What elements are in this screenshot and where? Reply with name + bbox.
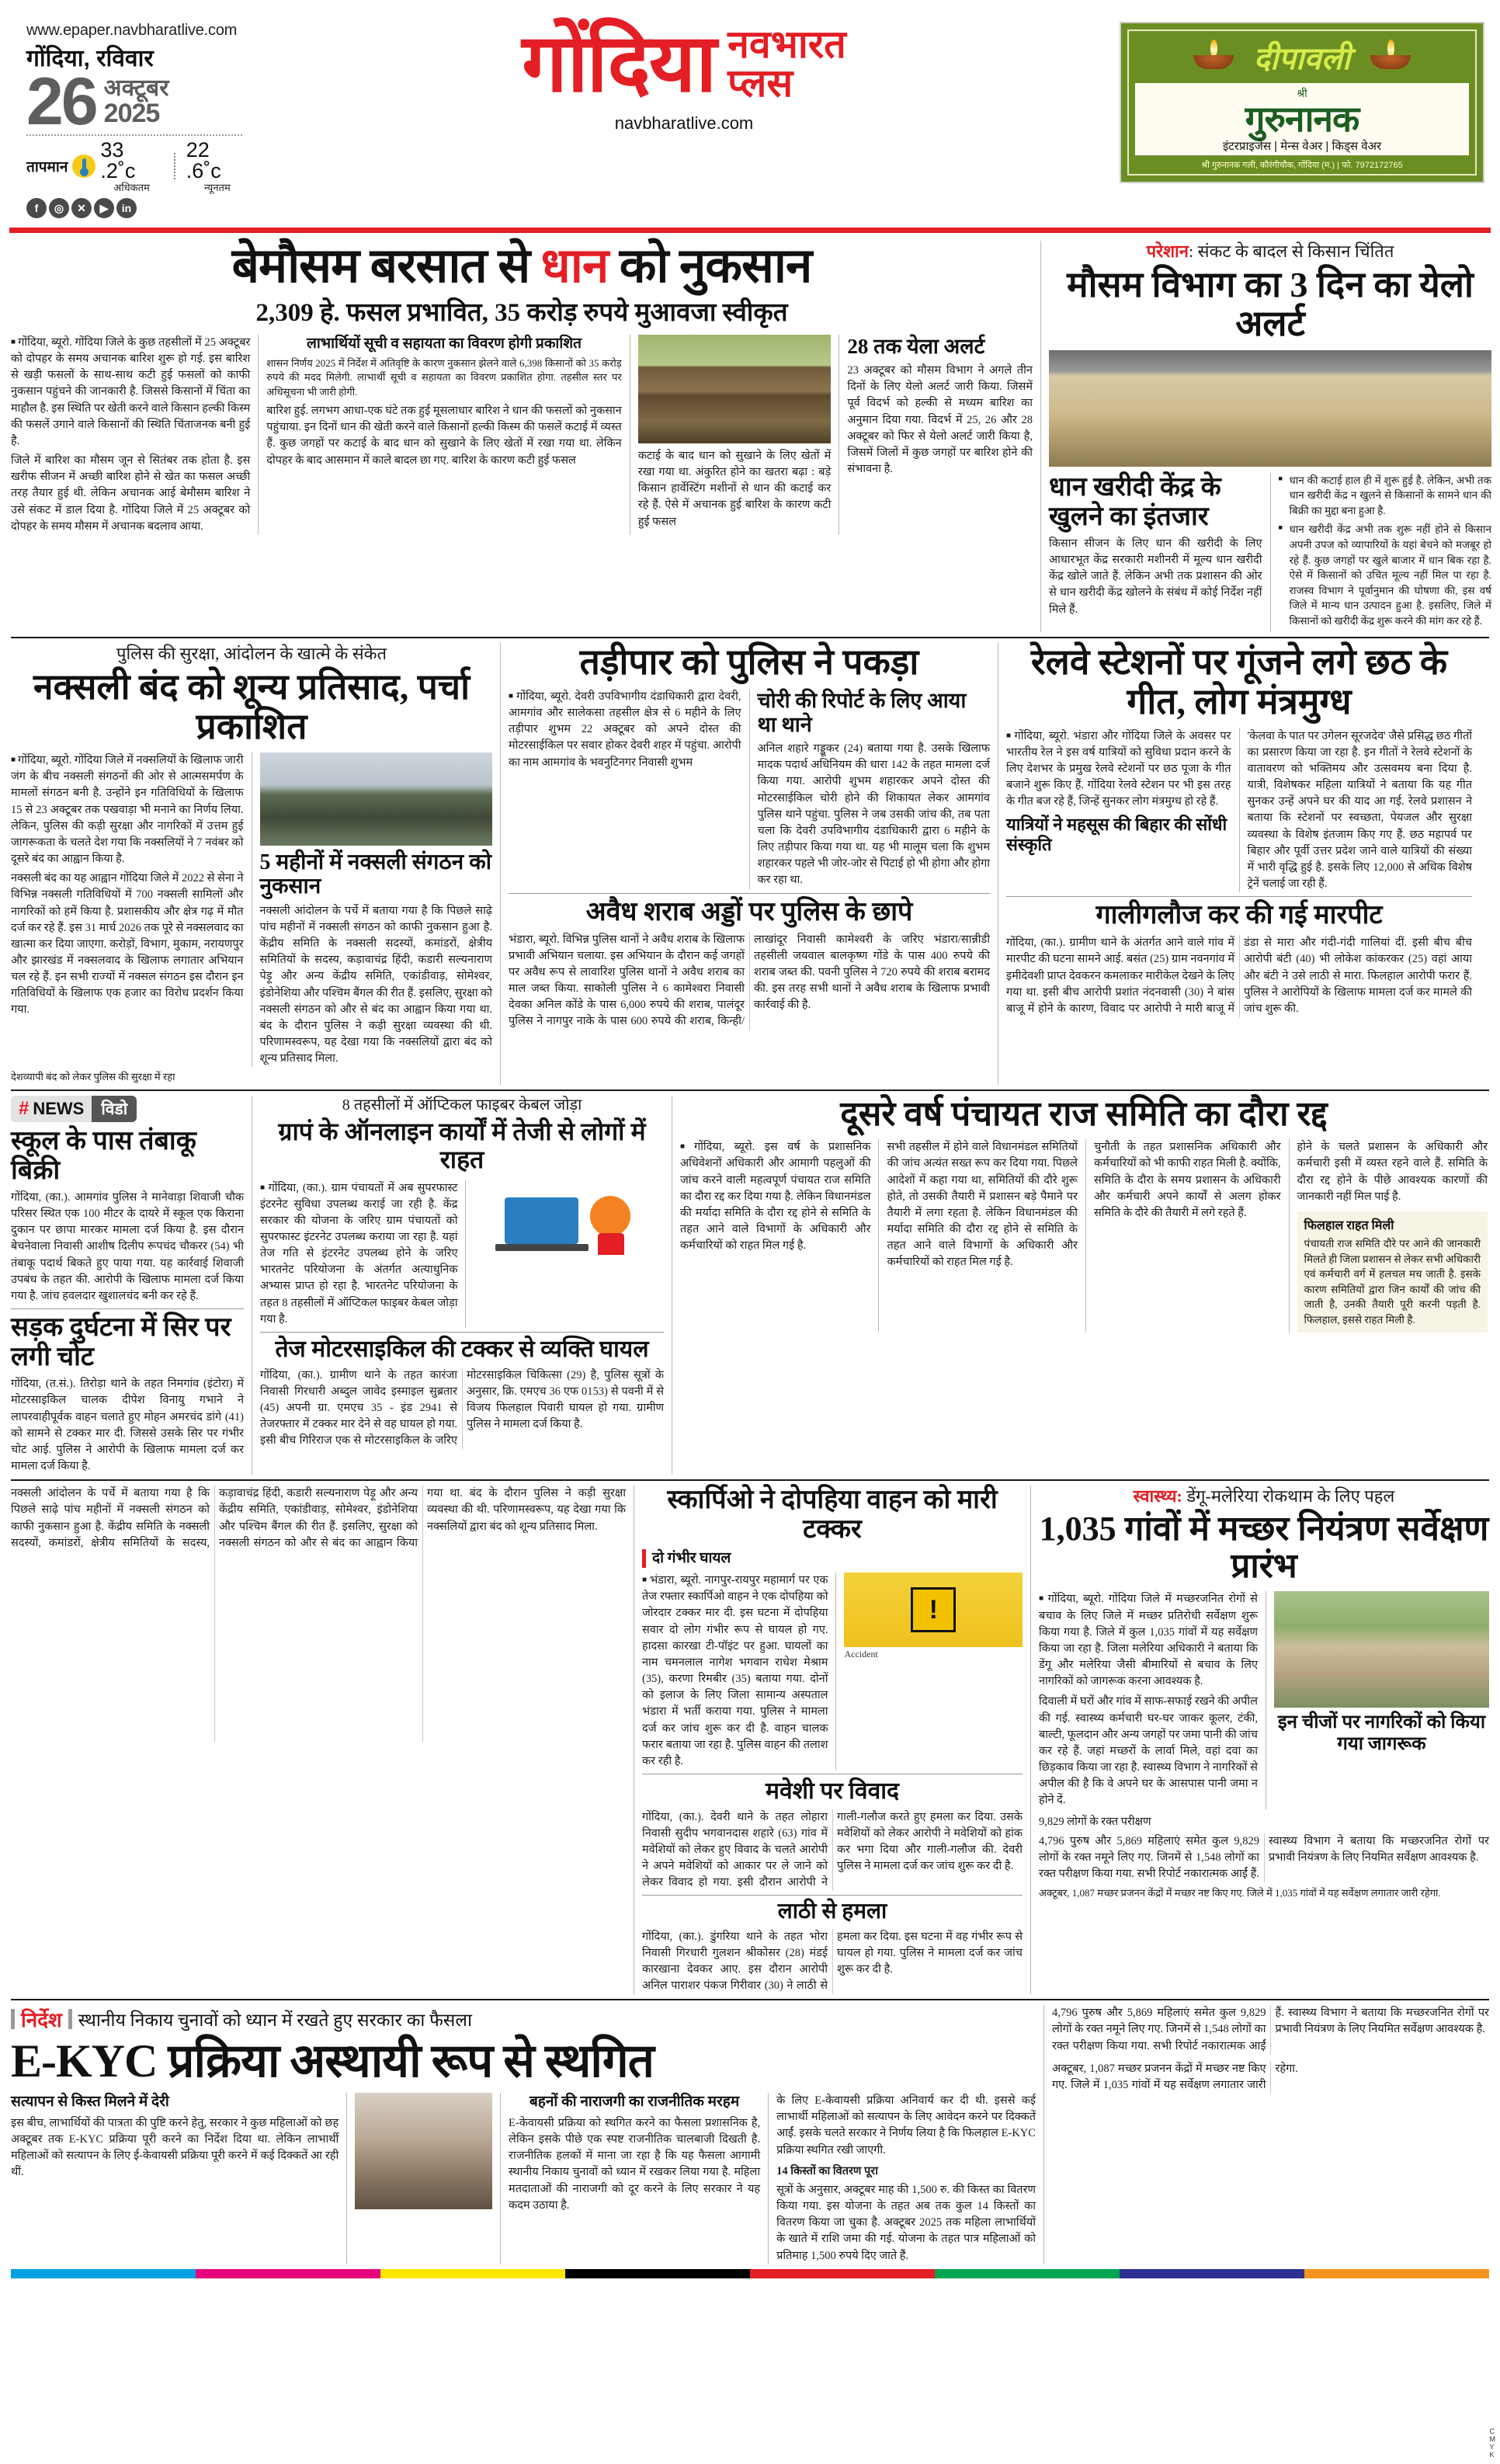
divider	[642, 1895, 1023, 1896]
naxal-body-2: नक्सली बंद का यह आह्वान गोंदिया जिले में 2022 से सेना ने विभिन्न नक्सली गतिविधियों में 700 नक्सली सामिलों और नागरिकों को हमें किया है. प्रशासकीय और क्षेत्र गढ़ में मौत दर्ज कर रहे हैं. इस 31 मार्च 2026 तक पूरे से नक्सलवाद का खात्मा कर दिया जाएगा. करोड़ों, विभाग, मुकाम, नरायणपुर और झारखंड में नक्सलवाद के खिलाफ लगातार अभियान चल रहे हैं. इन सभी राज्यों में नक्सल संगठन इस दौरान इन गतिविधियों के खिलाफ एक हजार का विरोध प्रदर्शन किया गया.	[11, 872, 244, 1017]
motorcycle-body: गोंदिया, (का.). ग्रामीण थाने के तहत कारंजा निवासी गिरधारी अब्दुल जावेद इस्माइल सुब्रतार (45) अपनी ग्रा. एमएच 35 - इंड 2941 से तेजरफ्तार में टक्कर मार देने से वह घायल हो गया. इसी बीच गिरिराज एक से मोटरसाइकिल के जरिए मोटरसाइकिल चिकित्सा (29) है, पुलिस सूत्रों के अनुसार, क्रि. एमएच 36 एफ 0153) से पवनी में से विजय फिलहाल पिवारी घायल हो गया. ग्रामीण पुलिस ने मामला दर्ज किया है.	[260, 1368, 664, 1447]
weather-col-1	[1049, 473, 1262, 633]
weather-kicker	[1049, 241, 1491, 262]
lead-col-1	[11, 335, 250, 535]
video-badge-text: विडो	[92, 1096, 137, 1122]
naxal-col-2	[260, 752, 493, 1067]
masthead	[0, 0, 1500, 223]
naxal-col-1	[11, 752, 244, 1067]
weather-sub-headline: धान खरीदी केंद्र के खुलने का इंतजार	[1049, 472, 1221, 531]
youtube-icon[interactable]: ▶	[94, 198, 114, 218]
panchayat-body-row	[680, 1139, 1488, 1333]
health-col-1	[1039, 1591, 1258, 1809]
continued-text-block: नक्सली आंदोलन के पर्चे में बताया गया है कि पिछले साढ़े पांच महीनों में नक्सली संगठन को काफी नुकसान हुआ है. केंद्रीय समिति के नक्सली सदस्यों, कमांडरों, क्षेत्रीय समितियों के सदस्य, कड़ावाचंद्र हिंदी, कडारी सल्यनाराण पेड़ू और अन्य केंद्रीय समिति, एकांडीवाड़, सोमेश्वर, इंडोनेशिया और पश्चिम बैंगल की रीत हैं. इसलिए, सुरक्षा को नक्सली संगठन को और से बंद का आह्वान किया गया था. बंद के दौरान पुलिस ने कड़ी सुरक्षा व्यवस्था की थी. परिणामस्वरूप, यह देखा गया कि नक्सलियों द्वारा बंद को शून्य प्रतिसाद मिला.	[11, 1487, 626, 1549]
temp-min-group	[186, 137, 248, 194]
section-divider	[11, 1090, 1489, 1091]
date-year: 2025	[103, 98, 160, 128]
date-day: 26	[26, 64, 96, 139]
city-and-day: गोंदिया, रविवार	[26, 46, 154, 71]
temp-max-label: अधिकतम	[113, 181, 150, 193]
temperature-label: तापमान	[26, 159, 68, 176]
news-badge-left	[11, 1096, 92, 1122]
ekyc-photo-col	[355, 2093, 492, 2264]
left-filler-column	[11, 1486, 626, 1994]
date-month: अक्टूबर	[103, 75, 169, 101]
news-badge-text: NEWS	[33, 1098, 85, 1118]
temp-max-value: 33 .2˚c	[100, 137, 136, 182]
panchayat-body-1: ■ गोंदिया, ब्यूरो. इस वर्ष के प्रशासनिक अधिवेशनों अधिकारी और आमागी पहलुओं की जांच करने वाली महत्वपूर्ण पंचायत राज समिति का दौरा रद्द कर दिया गया है. लेकिन विधानमंडल की मर्यादा समिति के दौरा रद्द होने से समिति के तहत आने वाले विभागों के अधिकारी और कर्मचारियों को राहत मिल गई है.	[680, 1139, 870, 1254]
instagram-icon[interactable]: ◎	[49, 198, 69, 218]
ekyc-headline: E-KYC प्रक्रिया अस्थायी रूप से स्थगित	[11, 2035, 654, 2087]
lead-headline	[11, 241, 1033, 293]
tadipar-col-2	[758, 689, 991, 889]
weather-story	[1049, 241, 1491, 632]
section-divider	[11, 1999, 1489, 2000]
lead-headline-part1: बेमौसम बरसात से	[231, 240, 541, 294]
lathi-attack-headline: लाठी से हमला	[777, 1899, 887, 1924]
ad-brand-name: गुरुनानक	[1245, 99, 1359, 139]
assault-body: गोंदिया, (का.). ग्रामीण थाने के अंतर्गत आने वाले गांव में मारपीट की घटना सामने आई. बसंत (25) ग्राम नवनगांव में इमीदेवशी प्राप्त देवकरन कमलाकर मारीकेल देखने के लिए गया था. इसी बीच आरोपी प्रशांत नंदनवासी (30) ने बांस बाजू में होने के कारण, विवाद पर आरोपी ने मारी बाजू में डंडा से मारा और गंदी-गंदी गालियां दीं. इसी बीच बीच आरोपी बंटी (40) भी लोकेश कांकरकर (25) वहां आया और बंटी ने उसे लाठी से मारा. फिलहाल आरोपी फरार हैं. पुलिस ने आरोपियों के खिलाफ मामला दर्ज कर मामले की जांच शुरू की.	[1006, 937, 1472, 1015]
ekyc-tag-red: निर्देश	[21, 2009, 62, 2032]
ekyc-col-3	[776, 2093, 1036, 2264]
lead-col-3	[638, 335, 832, 535]
accident-photo-label: Accident	[844, 1649, 878, 1660]
panchayat-relief-title: फिलहाल राहत मिली	[1304, 1218, 1394, 1232]
cmyk-c: C	[1489, 2428, 1495, 2436]
divider	[260, 1332, 664, 1333]
ekyc-sub-1: सत्यापन से किस्त मिलने में देरी	[11, 2094, 169, 2111]
weather-col-2	[1279, 473, 1492, 633]
ekyc-col-2	[509, 2093, 760, 2264]
lead-subdeck: लाभार्थियों सूची व सहायता का विवरण होगी प्रकाशित	[306, 335, 582, 352]
lead-dateline: ■ गोंदिया, ब्यूरो. गोंदिया जिले के कुछ तहसीलों में 25 अक्टूबर को दोपहर के समय अचानक बारिश शुरू हो गई. इस बारिश से खड़ी फसलों के साथ-साथ कटी हुई फसलों को काफी नुकसान पहुंचने की जानकारी है. जिससे किसानों में चिंता का माहौल है. इस स्थिति पर खेती करने वाले किसान हल्की किस्म की फसलें उगाने वाले किसानों की स्थिति चिंताजनक बनी हुई है.	[11, 335, 250, 450]
railway-col-1	[1006, 728, 1231, 893]
railway-pullquote: यात्रियों ने महसूस की बिहार की सोंधी संस्कृति	[1006, 815, 1227, 854]
masthead-logo-block	[256, 18, 1112, 134]
panchayat-body-4: होने के चलते प्रशासन के अधिकारी और कर्मचारी इसी में व्यस्त रहने वाले हैं. समिति के दौरा रद्द होने के पीछे आवश्यक कारणों की जानकारी नहीं मिल पाई है.	[1297, 1141, 1488, 1203]
lead-body-row	[11, 335, 1033, 535]
lead-body-3: कटाई के बाद धान को सुखाने के लिए खेतों में रखा गया था. अंकुरित होने का खतरा बढ़ा : बड़े किसान हार्वेस्टिंग मशीनों से धान की कटाई कर रहे हैं. ऐसे में अचानक हुई बारिश के कारण कटी हुई फसल	[637, 450, 832, 528]
panchayat-col-1	[680, 1139, 870, 1333]
date-month-year	[104, 77, 169, 130]
naxal-sub-headline: 5 महीनों में नक्सली संगठन को नुकसान	[259, 850, 491, 899]
tadipar-dateline: ■ गोंदिया, ब्यूरो. देवरी उपविभागीय दंडाधिकारी द्वारा देवरी, आमगांव और सालेकसा तहसील क्षेत्र से 6 महीने के लिए तड़ीपार शुभम 22 अक्टूबर को अपने दोस्त की मोटरसाईकिल पर सवार होकर देवरी शहर में पहुंचा. आरोपी का नाम आमगांव के भवनुटिनगर निवासी शुभम	[509, 689, 741, 771]
scorpio-badge-text: दो गंभीर घायल	[652, 1550, 731, 1567]
railway-col-2	[1248, 728, 1473, 893]
scorpio-badge	[642, 1549, 1023, 1568]
ekyc-note-title: 14 किस्तों का वितरण पूरा	[776, 2164, 878, 2177]
health-headline: 1,035 गांवों में मच्छर नियंत्रण सर्वेक्षण प्रारंभ	[1039, 1509, 1489, 1586]
optical-headline: ग्रापं के ऑनलाइन कार्यों में तेजी से लोगों में राहत	[278, 1117, 646, 1173]
health-col-2	[1274, 1591, 1489, 1809]
optical-body-row	[260, 1180, 664, 1328]
divider	[509, 893, 990, 894]
tadipar-col-1	[509, 689, 741, 889]
social-links[interactable]	[26, 198, 248, 218]
panchayat-col-3	[1094, 1139, 1281, 1333]
scorpio-dateline: ■ भंडारा, ब्यूरो. नागपुर-रायपुर महामार्ग पर एक तेज रफ्तार स्कार्पिओ वाहन ने एक दोपहिया को जोरदार टक्कर मार दी. इस घटना में दोपहिया सवार दो लोग गंभीर रूप से घायल हो गए. हादसा कारखा टी-पॉइंट पर हुआ. घायलों का नाम चमनलाल नागेश भगवान राधेश मेश्राम (35), करणा रिमबीर (35) बताया गया. दोनों को इलाज के लिए जिला सामान्य अस्पताल भंडारा में भर्ती कराया गया. पुलिस ने मामला दर्ज कर जांच शुरू कर दी है. वाहन चालक फरार बताया जा रहा है. पुलिस वाहन की तलाश कर रही है.	[642, 1573, 828, 1770]
health-kicker-rest: डेंगू-मलेरिया रोकथाम के लिए पहल	[1182, 1486, 1395, 1507]
naxal-sub-body: नक्सली आंदोलन के पर्चे में बताया गया है कि पिछले साढ़े पांच महीनों में नक्सली संगठन को काफी नुकसान हुआ है. केंद्रीय समिति के नक्सली सदस्यों, कमांडरों, क्षेत्रीय समितियों के सदस्य, कड़ावाचंद्र हिंदी, कडारी सल्यनाराण पेड़ू और अन्य केंद्रीय समिति, एकांडीवाड़, सोमेश्वर, इंडोनेशिया और पश्चिम बैंगल की रीत हैं. इसलिए, सुरक्षा को नक्सली संगठन को और से बंद का आह्वान किया गया था. बंद के दौरान पुलिस ने कड़ी सुरक्षा व्यवस्था की थी. परिणामस्वरूप, यह देखा गया कि नक्सलियों द्वारा बंद को शून्य प्रतिसाद मिला.	[259, 904, 492, 1065]
weather-photo-grain	[1049, 350, 1491, 467]
facebook-icon[interactable]: f	[26, 198, 47, 218]
masthead-left-block	[16, 22, 248, 218]
section-divider	[11, 1479, 1489, 1481]
health-end-note: अक्टूबर, 1,087 मच्छर प्रजनन केंद्रों में मच्छर नष्ट किए गए. जिले में 1,035 गांवों में यह सर्वेक्षण लगातार जारी रहेगा.	[1039, 1887, 1441, 1899]
scorpio-story	[642, 1486, 1023, 1994]
panchayat-body-2: सभी तहसील में होने वाले विधानमंडल समितियों की जांच अत्यंत सख्त रूप कर दिया गया. पिछले आदेशों में कहा गया था, समितियों की दौरे शुरू होते, तो उसकी तैयारी में प्रशासन बड़े पैमाने पर तैयारी में लगा रहता है. लेकिन विधानमंडल की मर्यादा समिति की दौरा रद्द होने से समिति के तहत आने वाले विभागों के अधिकारी और कर्मचारियों को राहत मिल गई है.	[887, 1141, 1078, 1269]
lead-official-note: शासन निर्णय 2025 में निर्देश में अतिवृष्टि के कारण नुकसान झेलने वाले 6,398 किसानों को 35 करोड़ रुपये की मदद मिलेगी. लाभार्थी सूची व सहायता का विवरण प्रकाशित होगा. तहसील स्तर पर अधिसूचना भी जारी होगी.	[266, 356, 622, 398]
ekyc-body-row	[11, 2093, 1036, 2264]
health-body-2: दिवाली में घरों और गांव में साफ-सफाई रखने की अपील की गई. स्वास्थ्य कर्मचारी घर-घर जाकर कूलर, टंकी, बाल्टी, फूलदान और अन्य जगहों पर जमा पानी की जांच कर रहे हैं. जहां मच्छरों के लार्वा मिले, वहां दवा का छिड़काव किया जा रहा है. स्वास्थ्य विभाग ने नागरिकों से अपील की है कि वे अपने घर के आसपास पानी जमा न होने दें.	[1039, 1695, 1258, 1807]
divider-vertical	[174, 153, 175, 179]
railway-dateline: ■ गोंदिया, ब्यूरो. भंडारा और गोंदिया जिले के अवसर पर भारतीय रेल ने इस वर्ष यात्रियों को सुविधा प्रदान करने के लिए देशभर के प्रमुख रेलवे स्टेशनों पर छठ पूजा के गीत बजाने शुरू किए हैं. गोंदिया रेलवे स्टेशन पर भी इस तरह के गीत बज रहे हैं, जिन्हें सुनकर लोग मंत्रमुग्ध हो रहे हैं.	[1006, 728, 1231, 811]
assault-headline: गालीगलौज कर की गई मारपीट	[1095, 901, 1383, 930]
liquor-raid-body: भंडारा, ब्यूरो. विभिन्न पुलिस थानों ने अवैध शराब के खिलाफ प्रभावी अभियान चलाया. इस अभियान के दौरान कई जगहों पर अवैध रूप से लावारिश पुलिस थानों ने अवैध शराब का माल जब्त किया. साकोली पुलिस ने 6 कामेश्वरा निवासी देवका अनिल कोंडे के पास 6,000 रुपये की शराब, पालंदूर पुलिस ने नागपुर नाके के पास 600 रुपये की शराब, किन्ही/लाखांदूर निवासी कामेश्वरी के जरिए भंडारा/सान्नीडी तहसीली जयवाल बालकृष्ण गोंडे के पास 400 रुपये की शराब जब्त की. पवनी पुलिस ने 720 रुपये की शराब बरामद की. इस तरह सभी थानों ने अवैध शराब के खिलाफ प्रभावी कार्रवाई की है.	[509, 933, 990, 1028]
optical-fiber-story	[260, 1096, 664, 1475]
health-continued-body: 4,796 पुरुष और 5,869 महिलाएं समेत कुल 9,829 लोगों के रक्त नमूने लिए गए. जिनमें से 1,548 लोगों का रक्त परीक्षण किया गया. सभी रिपोर्ट नकारात्मक आईं हैं. स्वास्थ्य विभाग ने बताया कि मच्छरजनित रोगों पर प्रभावी नियंत्रण के लिए नियमित सर्वेक्षण आवश्यक है.	[1052, 2007, 1489, 2052]
weather-kicker-rest: : संकट के बादल से किसान चिंतित	[1188, 242, 1394, 262]
panchayat-story	[680, 1096, 1488, 1475]
health-photo-survey	[1274, 1591, 1489, 1708]
railway-body-row	[1006, 728, 1472, 893]
newspaper-logo-main: गोंदिया	[522, 18, 716, 109]
second-row	[11, 643, 1489, 1084]
third-row	[11, 1096, 1489, 1475]
panchayat-col-2	[887, 1139, 1077, 1333]
cattle-body: गोंदिया, (का.). देवरी थाने के तहत लोहारा निवासी सुदीप भगवानदास शहारे (63) गांव में मवेशियों को लेकर हुए विवाद के चलते आरोपी ने अपने मवेशियों को आकार पर ले जाने को लेकर विवाद हो गया. इसी दौरान आरोपी ने गाली-गलौज करते हुए हमला कर दिया. उसके मवेशियों को लेकर आरोपी ने मवेशियों को हांक कर भगा दिया और गाली-गलौज की. देवरी पुलिस ने मामला दर्ज कर जांच शुरू कर दी है.	[642, 1810, 1023, 1889]
railway-headline: रेलवे स्टेशनों पर गूंजने लगे छठ के गीत, लोग मंत्रमुग्ध	[1030, 642, 1448, 722]
ekyc-sub-2: बहनों की नाराजगी का राजनीतिक मरहम	[529, 2094, 740, 2111]
tadipar-headline: तड़ीपार को पुलिस ने पकड़ा	[579, 642, 919, 683]
motorcycle-headline: तेज मोटरसाइकिल की टक्कर से व्यक्ति घायल	[275, 1336, 649, 1362]
optical-photo-illustration	[474, 1180, 664, 1266]
temp-min-label: न्यूनतम	[203, 181, 231, 193]
weather-bullet: ■ धान की कटाई हाल ही में शुरू हुई है. लेकिन, अभी तक धान खरीदी केंद्र न खुलने से किसानों के सामने धान की बिक्री का मुद्दा बना हुआ है.	[1279, 473, 1492, 519]
ad-address: श्री गुरुनानक गली, कौरंगीचौक, गोंदिया (म.) | फो. 7972172765	[1201, 161, 1403, 170]
tag-bar-left	[11, 2009, 15, 2029]
panchayat-relief-body: पंचायती राज समिति दौरे पर आने की जानकारी मिलते ही जिला प्रशासन से लेकर सभी अधिकारी एवं कर्मचारी वर्ग में हलचल मच जाती है. इसके कारण समितियों द्वारा जिन कार्यों की जांच की जाती है, उनकी तैयारी पूरी करनी पड़ती है. फिलहाल, इससे राहत मिली है.	[1304, 1238, 1481, 1326]
ekyc-story	[11, 2005, 1036, 2264]
naxal-photo-police	[260, 752, 493, 846]
accident-warning-photo	[844, 1573, 1023, 1647]
tag-bar-right	[68, 2009, 72, 2029]
news-video-badge[interactable]	[11, 1096, 137, 1122]
date-block	[26, 64, 248, 139]
warning-triangle-icon: !	[911, 1587, 956, 1632]
lead-story	[11, 241, 1033, 632]
ekyc-tagline	[11, 2005, 1036, 2033]
fourth-row	[11, 1486, 1489, 1994]
cmyk-m: M	[1489, 2435, 1495, 2444]
section-divider	[11, 637, 1489, 638]
temperature-block	[26, 137, 248, 194]
lead-headline-highlight: धान	[540, 240, 609, 294]
health-continued-note: अक्टूबर, 1,087 मच्छर प्रजनन केंद्रों में मच्छर नष्ट किए गए. जिले में 1,035 गांवों में यह सर्वेक्षण लगातार जारी रहेगा.	[1052, 2062, 1298, 2091]
tobacco-headline: स्कूल के पास तंबाकू बिक्री	[11, 1126, 196, 1185]
color-registration-bar	[11, 2269, 1489, 2278]
optical-col-1	[260, 1180, 457, 1328]
lead-col-4	[847, 335, 1033, 535]
panchayat-col-4	[1297, 1139, 1488, 1333]
scorpio-headline: स्कार्पिओ ने दोपहिया वाहन को मारी टक्कर	[667, 1486, 998, 1545]
optical-dateline: ■ गोंदिया, (का.). ग्राम पंचायतों में अब सुपरफास्ट इंटरनेट सुविधा उपलब्ध कराई जा रही है. केंद्र सरकार की योजना के जरिए ग्राम पंचायतों को सुपरफास्ट इंटरनेट उपलब्ध कराया जा रहा है. यहां तेज गति से इंटरनेट उपलब्ध होने के जरिए भारतनेट परियोजना के अंतर्गत अत्याधुनिक अभ्यास प्राप्त हो रहा है. भारतनेट परियोजना के तहत 8 तहसीलों में ऑप्टिकल फाइबर केबल जोड़ा गया है.	[260, 1180, 457, 1328]
temp-min-value: 22 .6˚c	[186, 137, 221, 182]
ad-brand-plate	[1135, 83, 1469, 155]
scorpio-col-1	[642, 1573, 828, 1770]
linkedin-icon[interactable]: in	[116, 198, 137, 218]
road-accident-body: गोंदिया, (त.सं.). तिरोड़ा थाने के तहत निमगांव (इंटोरा) में मोटरसाइकिल चालक दीपेश विनायु गभाने ने लापरवाहीपूर्वक वाहन चलाते हुए मोहन अमरचंद डांगे (41) को सामने से टक्कर मार दी. जिससे उसके सिर पर गंभीर चोट आई. पुलिस ने आरोपी के खिलाफ मामला दर्ज कर मामला दर्ज किया है.	[11, 1378, 244, 1473]
lead-photo-field	[638, 335, 832, 443]
hashtag-icon: #	[19, 1097, 30, 1119]
ad-shri-text: श्री	[1297, 87, 1307, 99]
scorpio-body-row	[642, 1573, 1023, 1770]
naxal-headline: नक्सली बंद को शून्य प्रतिसाद, पर्चा प्रकाशित	[33, 666, 470, 746]
railway-story	[1006, 643, 1472, 1084]
lead-deck: 2,309 हे. फसल प्रभावित, 35 करोड़ रुपये मुआवजा स्वीकृत	[255, 299, 788, 328]
optical-col-2	[474, 1180, 664, 1328]
road-accident-headline: सड़क दुर्घटना में सिर पर लगी चोट	[11, 1313, 231, 1372]
ad-diwali-text: दीपावली	[1253, 41, 1351, 76]
weather-bullet-list	[1279, 473, 1492, 629]
health-stat-body: 4,796 पुरुष और 5,869 महिलाएं समेत कुल 9,829 लोगों के रक्त नमूने लिए गए. जिनमें से 1,548 लोगों का रक्त परीक्षण किया गया. सभी रिपोर्ट नकारात्मक आईं हैं. स्वास्थ्य विभाग ने बताया कि मच्छरजनित रोगों पर प्रभावी नियंत्रण के लिए नियमित सर्वेक्षण आवश्यक है.	[1039, 1834, 1489, 1880]
divider	[1006, 896, 1472, 897]
health-continued-column	[1052, 2005, 1489, 2264]
ad-diwali-row	[1135, 36, 1469, 78]
panchayat-headline: दूसरे वर्ष पंचायत राज समिति का दौरा रद्द	[840, 1094, 1328, 1133]
lead-body-2: बारिश हुई. लगभग आधा-एक घंटे तक हुई मूसलाधार बारिश ने धान की फसलों को नुकसान पहुंचाया. इन दिनों धान की खेती करने वाले किसानों हल्की किस्म की फसलें कटाई में व्यस्त हैं. कुछ जगहों पर कटाई के बाद धान को सुखाने के लिए खेतों में रखा गया था. लेकिन दोपहर के बाद आसमान में काले बादल छा गए. बारिश के कारण कटी हुई फसल	[266, 405, 622, 467]
ekyc-body-2: E-केवायसी प्रक्रिया को स्थगित करने का फैसला प्रशासनिक है, लेकिन इसके पीछे एक स्पष्ट राजनीतिक चालबाजी दिखती है. राजनीतिक हलकों में माना जा रहा है कि यह फैसला आगामी स्थानीय निकाय चुनावों को ध्यान में रखकर लिया गया है. महिला मतदाताओं की नाराजगी को दूर करने के लिए सरकार ने यह कदम उठाया है.	[509, 2116, 761, 2212]
naxal-kicker: पुलिस की सुरक्षा, आंदोलन के खात्मे के संकेत	[116, 644, 387, 664]
lead-body-1: जिले में बारिश का मौसम जून से सितंबर तक होता है. इस खरीफ सीजन में अच्छी बारिश होने से खेत का फसल अच्छी तरह तैयार हुई थी. लेकिन अचानक आई बेमौसम बारिश ने उसे संकट में डाल दिया है. गोंदिया जिले में 25 अक्टूबर को दोपहर के समय मौसम में अचानक बदलाव आया.	[11, 454, 251, 533]
weather-bullet: ■ धान खरीदी केंद्र अभी तक शुरू नहीं होने से किसान अपनी उपज को व्यापारियों के यहां बेचने को मजबूर हो रहे हैं. कुछ जगहों पर खुले बाजार में धान बिक रहा है. ऐसे में किसानों को उचित मूल्य नहीं मिल पा रहा है. राजस्व विभाग ने पूर्वानुमान की घोषणा की, इस वर्ष जिले में मान्य धान उत्पादन हुआ है. इसलिए, जिले में किसानों को खरीदी केंद्र शुरू करने की मांग कर रहे हैं.	[1279, 522, 1492, 628]
epaper-url[interactable]: www.epaper.navbharatlive.com	[26, 22, 238, 39]
tadipar-body-row	[509, 689, 990, 889]
logo-sub-line1: नवभारत	[727, 23, 846, 66]
scorpio-col-2	[844, 1573, 1023, 1770]
ekyc-body-3: के लिए E-केवायसी प्रक्रिया अनिवार्य कर दी थी. इससे कई लाभार्थी महिलाओं को सत्यापन के लिए आवेदन करने पर दिक्कतें आईं. इसके चलते सरकार ने निर्णय लिया है कि फिलहाल E-KYC प्रक्रिया स्थगित रखी जाएगी.	[776, 2094, 1036, 2156]
weather-box-title: 28 तक येला अलर्ट	[847, 335, 985, 358]
cmyk-marks	[1490, 2428, 1496, 2459]
logo-sub-line2: प्लस	[727, 61, 793, 105]
health-body-row	[1039, 1591, 1489, 1809]
ad-brand-categories: इंटरप्राइजेस | मेन्स वेअर | किड्स वेअर	[1222, 140, 1382, 153]
health-story	[1039, 1486, 1489, 1994]
ekyc-photo-woman	[355, 2093, 492, 2209]
weather-kicker-red: परेशान	[1146, 242, 1189, 262]
ekyc-note-body: सूत्रों के अनुसार, अक्टूबर माह की 1,500 रु. की किस्त का वितरण किया गया. इस योजना के तहत अब तक कुल 14 किस्तों का वितरण किया जा चुका है. अक्टूबर 2025 तक महिला लाभार्थियों के खाते में राशि जमा की गई. योजना के तहत पात्र महिलाओं को प्रतिमाह 1,500 रुपये दिए जाते हैं.	[776, 2183, 1036, 2262]
lead-col-middle	[266, 335, 621, 535]
thermometer-icon	[72, 155, 95, 178]
tadipar-box-title: चोरी की रिपोर्ट के लिए आया था थाने	[757, 689, 967, 737]
health-photo-caption: इन चीजों पर नागरिकों को किया गया जागरूक	[1277, 1712, 1486, 1755]
advertisement-gurunanak[interactable]	[1120, 22, 1484, 183]
weather-headline: मौसम विभाग का 3 दिन का येलो अलर्ट	[1067, 264, 1474, 344]
cattle-headline: मवेशी पर विवाद	[766, 1778, 899, 1804]
lead-headline-part2: को नुकसान	[608, 240, 812, 294]
lathi-attack-body: गोंदिया, (का.). डुंगरिया थाने के तहत भोरा निवासी गिरधारी गुलशन श्रीकोसर (28) मंडई कारखाना देवकर आए. इस दौरान आरोपी अनिल पाराशर पंकज गिरीवार (30) ने लाठी से हमला कर दिया. इस घटना में वह गंभीर रूप से घायल हो गया. पुलिस ने मामला दर्ज कर जांच शुरू कर दी है.	[642, 1930, 1023, 1993]
tobacco-body: गोंदिया, (का.). आमगांव पुलिस ने मानेवाड़ा शिवाजी चौक परिसर स्थित एक 100 मीटर के दायरे में स्कूल एक किराना दुकान पर छापा मारकर मामला दर्ज किया है. इस दौरान बेचनेवाला निवासी आशीष दिलीप रूपचंद चौकरर (54) भी तंबाकू पदार्थ बिकते हुए पाया गया. यह कार्रवाई शिवाजी उपबंध के तहत की. आरोपी के खिलाफ मामला दर्ज किया गया है. जांच हवलदार खुशालचंद बनी कर रहे हैं.	[11, 1191, 244, 1302]
weather-box-text: 23 अक्टूबर को मौसम विभाग ने अगले तीन दिनों के लिए येलो अलर्ट जारी किया. जिसमें पूर्व विदर्भ को हल्की से मध्यम बारिश का अनुमान दिया गया. विदर्भ में 25, 26 और 28 अक्टूबर को फिर से येलो अलर्ट जारी किया है, जिसमें जिलों में कुछ जगहों पर बारिश होने की संभावना है.	[847, 364, 1033, 475]
ekyc-body-1: इस बीच, लाभार्थियों की पात्रता की पुष्टि करने हेतु, सरकार ने कुछ महिलाओं को छह अक्टूबर तक E-KYC प्रक्रिया पूरी करने का निर्देश दिया था. लेकिन लाभार्थी महिलाओं को सत्यापन के लिए ई-केवायसी प्रक्रिया पूरी करने में कई दिक्कतें आ रही थीं.	[11, 2116, 339, 2179]
health-stat-title: 9,829 लोगों के रक्त परीक्षण	[1039, 1815, 1151, 1828]
site-url[interactable]: navbharatlive.com	[614, 113, 754, 133]
naxal-dateline: ■ गोंदिया, ब्यूरो. गोंदिया जिले में नक्सलियों के खिलाफ जारी जंग के बीच नक्सली संगठनों की ओर से आत्मसमर्पण के मामलों संगठन बनी है. उन्होंने इन गतिविधियों के खिलाफ 15 से 23 अक्टूबर तक पखवाड़ा भी मनाने का निर्णय लिया. लेकिन, पुलिस की कड़ी सुरक्षा और नागरिकों में उत्तम हुई जागरूकता के चलते देश गया कि नक्सलियों ने 7 नवंबर को दूसरे बंद का आह्वान किया है.	[11, 752, 244, 867]
temp-max-group	[100, 137, 162, 194]
health-kicker-red: स्वास्थ्य:	[1133, 1486, 1182, 1507]
lead-row	[11, 241, 1489, 632]
health-kicker	[1039, 1486, 1489, 1507]
ekyc-tag-rest: स्थानीय निकाय चुनावों को ध्यान में रखते हुए सरकार का फैसला	[78, 2010, 472, 2031]
newspaper-logo-sub	[727, 25, 846, 103]
health-dateline: ■ गोंदिया, ब्यूरो. गोंदिया जिले में मच्छरजनित रोगों से बचाव के लिए जिले में मच्छर प्रतिरोधी सर्वेक्षण शुरू किया गया है. जिले में कुल 1,035 गांवों में यह सर्वेक्षण किया जा रहा है. जिला मलेरिया अधिकारी ने बताया कि डेंगू और मलेरिया जैसी बीमारियों से बचाव के लिए नागरिकों को जागरूक करना आवश्यक है.	[1039, 1591, 1258, 1690]
cmyk-k: K	[1489, 2451, 1495, 2459]
ekyc-col-1	[11, 2093, 339, 2264]
main-content	[0, 241, 1500, 2264]
diya-lamp-icon-right	[1370, 46, 1411, 69]
railway-body-2: 'केलवा के पात पर उगेलन सूरजदेव' जैसे प्रसिद्ध छठ गीतों का प्रसारण किया जा रहा है. इन गीतों ने रेलवे स्टेशनों के वातावरण को भक्तिमय और उत्सवमय बना दिया है. यात्री, विशेषकर महिला यात्रियों ने बताया कि यह गीत सुनकर उन्हें अपने घर की याद आ गई. रेलवे प्रशासन ने बताया कि स्टेशनों पर स्वच्छता, पेयजल और सुरक्षा व्यवस्था के विशेष इंतजाम किए गए हैं. छठ महापर्व पर बिहार और पूर्वी उत्तर प्रदेश जाने वाले यात्रियों की संख्या में भारी वृद्धि हुई है. इसके लिए 12,000 से अधिक विशेष ट्रेनें चलाई जा रही हैं.	[1247, 729, 1472, 891]
diya-lamp-icon-left	[1193, 46, 1234, 69]
optical-kicker: 8 तहसीलों में ऑप्टिकल फाइबर केबल जोड़ा	[342, 1096, 582, 1114]
cmyk-y: Y	[1489, 2443, 1495, 2452]
panchayat-relief-box	[1297, 1211, 1488, 1333]
panchayat-body-3: चुनौती के तहत प्रशासनिक अधिकारी और कर्मचारियों को भी काफी राहत मिली है. क्योंकि, समिति के दौरा के समय प्रशासन के अधिकारी और कर्मचारी अपने कार्यों से अलग होकर समिति के दौरे की तैयारी में लगे रहते हैं.	[1093, 1141, 1281, 1219]
naxal-photo-caption: देशव्यापी बंद को लेकर पुलिस की सुरक्षा में रहा	[11, 1071, 175, 1083]
liquor-raid-headline: अवैध शराब अड्डों पर पुलिस के छापे	[585, 897, 913, 926]
ad-inner-frame	[1127, 30, 1477, 176]
tadipar-story	[509, 643, 990, 1084]
masthead-red-rule	[9, 228, 1491, 233]
divider	[11, 1308, 244, 1309]
naxal-body-row	[11, 752, 492, 1067]
news-video-column	[11, 1096, 244, 1475]
twitter-x-icon[interactable]: ✕	[71, 198, 92, 218]
ekyc-row	[11, 2005, 1489, 2264]
weather-body-row	[1049, 473, 1491, 633]
weather-sub-body: किसान सीजन के लिए धान की खरीदी के लिए आधारभूत केंद्र सरकारी मशीनरी में मूल्य धान खरीदी केंद्र खोले जाते हैं. लेकिन अभी तक प्रशासन की ओर से धान खरीदी केंद्र खोलने के संबंध में कोई निर्देश नहीं मिले हैं.	[1049, 537, 1262, 616]
naxal-story	[11, 643, 492, 1084]
tadipar-body-2: अनिल शहारे गड्डूकर (24) बताया गया है. उसके खिलाफ मादक पदार्थ अधिनियम की धारा 142 के तहत मामला दर्ज किया गया. आरोपी शुभम शहारकर अपने दोस्त की मोटरसाईकिल चोरी होने की शिकायत लेकर आमगांव पुलिस थाने पहुंचा. पुलिस ने जब उसकी जांच की, तब पता चला कि देवरी उपविभागीय दंडाधिकारी द्वारा 6 महीने के लिए तड़ीपार किया गया था. यह भी मालूम चला कि शुभम शहारकर पहले भी जोर-जोर से पिटाई हो भी होगा और होगा कर रहा था.	[757, 742, 990, 887]
